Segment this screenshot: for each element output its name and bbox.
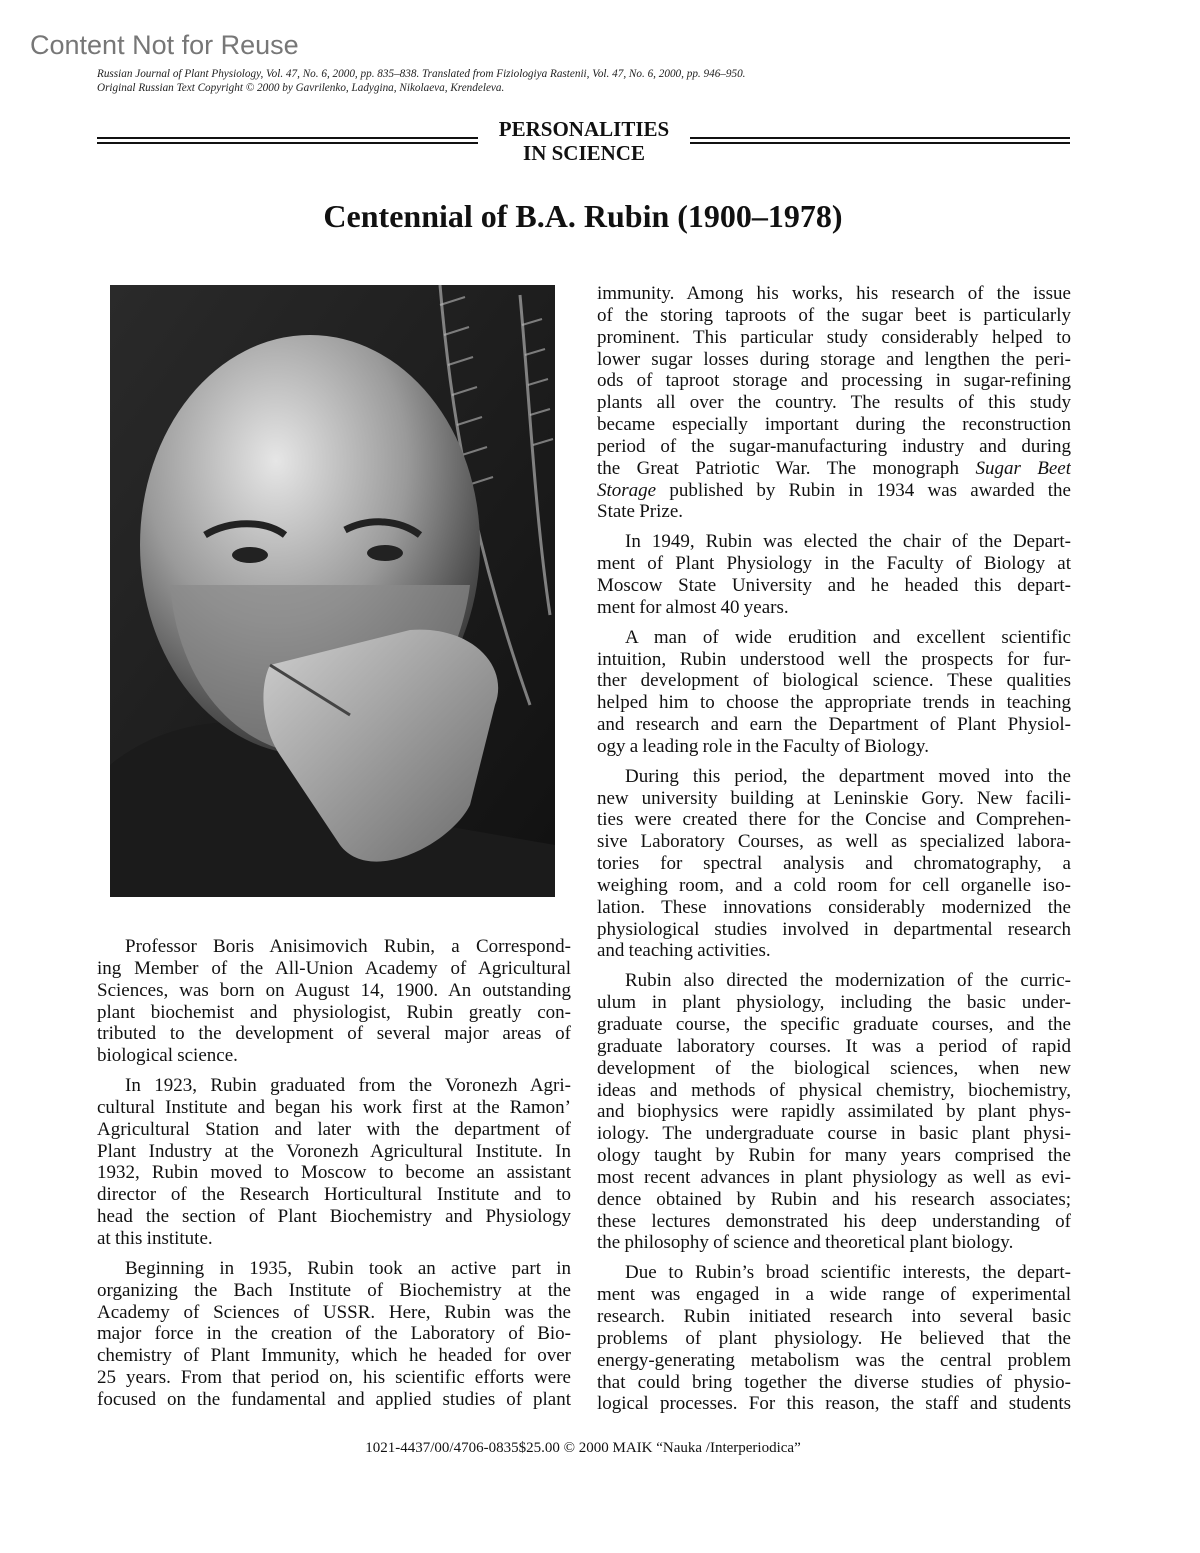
text-line: and teaching activities. xyxy=(597,940,771,962)
paragraph xyxy=(597,627,1071,758)
text-line: State Prize. xyxy=(597,501,684,523)
text-line: ties were created there for the Concise and Comprehen- xyxy=(597,809,1071,831)
text-line: weighing room, and a cold room for cell organelle iso- xyxy=(597,874,1071,896)
text-line: Plant Industry at the Voronezh Agricultural Institute. In xyxy=(97,1140,571,1162)
text-line: problems of plant physiology. He believed that the xyxy=(597,1327,1071,1349)
citation-line: Russian Journal of Plant Physiology, Vol. 47, No. 6, 2000, pp. 835–838. Translated from Fiziologiya Rastenii, Vol. 47, No. 6, 2000, pp. 946–950. xyxy=(97,68,746,80)
text-line: ment of Plant Physiology in the Faculty of Biology at xyxy=(597,553,1071,575)
citation-line: Original Russian Text Copyright © 2000 by Gavrilenko, Ladygina, Nikolaeva, Krendeleva. xyxy=(97,82,505,94)
text-line: Agricultural Station and later with the department of xyxy=(97,1118,571,1140)
paragraph xyxy=(597,531,1071,618)
text-line: and research and earn the Department of Plant Physiol- xyxy=(597,714,1071,736)
text-line: cultural Institute and began his work first at the Ramon’ xyxy=(97,1096,571,1118)
section-header xyxy=(97,117,1070,167)
text-line: Professor Boris Anisimovich Rubin, a Correspond- xyxy=(125,936,571,957)
paragraph xyxy=(97,936,571,1067)
text-line: ology taught by Rubin for many years comprised the xyxy=(597,1145,1071,1167)
footer-copyright: 1021-4437/00/4706-0835$25.00 © 2000 MAIK “Nauka /Interperiodica” xyxy=(365,1440,801,1456)
text-line: focused on the fundamental and applied studies of plant xyxy=(97,1388,571,1410)
text-line: that could bring together the diverse studies of physio- xyxy=(597,1371,1071,1393)
text-line: these lectures demonstrated his deep understanding of xyxy=(597,1210,1071,1232)
text-line: ods of taproot storage and processing in sugar-refining xyxy=(597,370,1071,392)
text-line: graduate course, the specific graduate courses, and the xyxy=(597,1014,1071,1035)
text-line: dence obtained by Rubin and his research associates; xyxy=(597,1188,1071,1210)
text-line: of the storing taproots of the sugar beet is particularly xyxy=(597,304,1071,326)
paragraph xyxy=(97,1258,571,1411)
double-rule-right xyxy=(690,137,1070,144)
text-line: became especially important during the reconstruction xyxy=(597,414,1071,436)
text-line: chemistry of Plant Immunity, which he headed for over xyxy=(97,1345,571,1367)
text-line: ideas and methods of physical chemistry, biochemistry, xyxy=(597,1079,1071,1101)
section-label-line: PERSONALITIES xyxy=(498,117,670,141)
text-line: plant biochemist and physiologist, Rubin greatly con- xyxy=(97,1001,571,1023)
text-line: 25 years. From that period on, his scientific efforts were xyxy=(97,1367,571,1389)
text-line: Storage published by Rubin in 1934 was awarded the xyxy=(597,479,1071,501)
text-line: organizing the Bach Institute of Biochemistry at the xyxy=(97,1279,571,1301)
text-line: the Great Patriotic War. The monograph Sugar Beet xyxy=(597,457,1071,479)
text-line: director of the Research Horticultural Institute and to xyxy=(97,1184,571,1206)
right-column xyxy=(597,283,1071,1423)
text-line: lower sugar losses during storage and lengthen the peri- xyxy=(597,348,1071,370)
text-line: 1932, Rubin moved to Moscow to become an assistant xyxy=(97,1162,571,1184)
article-title: Centennial of B.A. Rubin (1900–1978) xyxy=(323,198,843,234)
text-line: prominent. This particular study considerably helped to xyxy=(597,326,1071,348)
text-line: Moscow State University and he headed this depart- xyxy=(597,574,1071,596)
text-line: most recent advances in plant physiology as well as evi- xyxy=(597,1166,1071,1188)
text-line: and biophysics were rapidly assimilated by plant phys- xyxy=(597,1101,1071,1123)
text-line: development of the biological sciences, when new xyxy=(597,1057,1071,1079)
paragraph xyxy=(597,283,1071,523)
section-label-line: IN SCIENCE xyxy=(523,141,645,165)
text-line: research. Rubin initiated research into several basic xyxy=(597,1305,1071,1327)
text-line: During this period, the department moved into the xyxy=(625,765,1071,787)
left-column xyxy=(97,936,571,1419)
text-line: plants all over the country. The results of this study xyxy=(597,392,1071,414)
paragraph xyxy=(597,766,1071,963)
watermark: Content Not for Reuse xyxy=(30,30,299,60)
text-line: Sciences, was born on August 14, 1900. An outstanding xyxy=(97,979,571,1001)
section-label xyxy=(478,117,690,165)
text-line: iology. The undergraduate course in basic plant physi- xyxy=(597,1123,1071,1145)
paragraph xyxy=(97,1075,571,1250)
text-line: ulum in plant physiology, including the basic under- xyxy=(597,992,1071,1014)
text-line: tributed to the development of several major areas of xyxy=(97,1023,571,1045)
text-line: graduate laboratory courses. It was a period of rapid xyxy=(597,1035,1071,1057)
text-line: In 1923, Rubin graduated from the Voronezh Agri- xyxy=(125,1075,571,1097)
text-line: tories for spectral analysis and chromatography, a xyxy=(597,853,1071,875)
paragraph xyxy=(597,970,1071,1254)
text-line: Beginning in 1935, Rubin took an active part in xyxy=(125,1257,571,1279)
text-line: helped him to choose the appropriate trends in teaching xyxy=(597,692,1071,714)
text-line: ment was engaged in a wide range of experimental xyxy=(597,1284,1071,1306)
text-line: immunity. Among his works, his research of the issue xyxy=(597,283,1071,304)
text-line: lation. These innovations considerably modernized the xyxy=(597,896,1071,918)
text-line: physiological studies involved in departmental research xyxy=(597,918,1071,940)
text-line: the philosophy of science and theoretical plant biology. xyxy=(597,1232,1014,1254)
paragraph xyxy=(597,1262,1071,1415)
text-line: ment for almost 40 years. xyxy=(597,596,789,618)
text-line: major force in the creation of the Laboratory of Bio- xyxy=(97,1323,571,1345)
text-line: Academy of Sciences of USSR. Here, Rubin was the xyxy=(97,1301,571,1323)
text-line: A man of wide erudition and excellent scientific xyxy=(625,626,1071,648)
double-rule-left xyxy=(97,137,478,144)
text-line: ther development of biological science. These qualities xyxy=(597,670,1071,692)
text-line: ogy a leading role in the Faculty of Biology. xyxy=(597,735,929,757)
portrait-photo xyxy=(110,285,555,897)
text-line: period of the sugar-manufacturing industry and during xyxy=(597,435,1071,457)
citation xyxy=(97,67,745,95)
text-line: energy-generating metabolism was the central problem xyxy=(597,1349,1071,1371)
text-line: Due to Rubin’s broad scientific interests, the depart- xyxy=(625,1262,1071,1284)
text-line: new university building at Leninskie Gory. New facili- xyxy=(597,787,1071,809)
text-line: sive Laboratory Courses, as well as specialized labora- xyxy=(597,831,1071,853)
text-line: intuition, Rubin understood well the prospects for fur- xyxy=(597,648,1071,670)
text-line: biological science. xyxy=(97,1045,238,1067)
text-line: at this institute. xyxy=(97,1227,213,1249)
text-line: Rubin also directed the modernization of the curric- xyxy=(625,970,1071,992)
text-line: ing Member of the All-Union Academy of Agricultural xyxy=(97,957,571,979)
text-line: logical processes. For this reason, the staff and students xyxy=(597,1393,1071,1415)
text-line: In 1949, Rubin was elected the chair of the Depart- xyxy=(625,531,1071,553)
text-line: head the section of Plant Biochemistry and Physiology xyxy=(97,1206,571,1228)
